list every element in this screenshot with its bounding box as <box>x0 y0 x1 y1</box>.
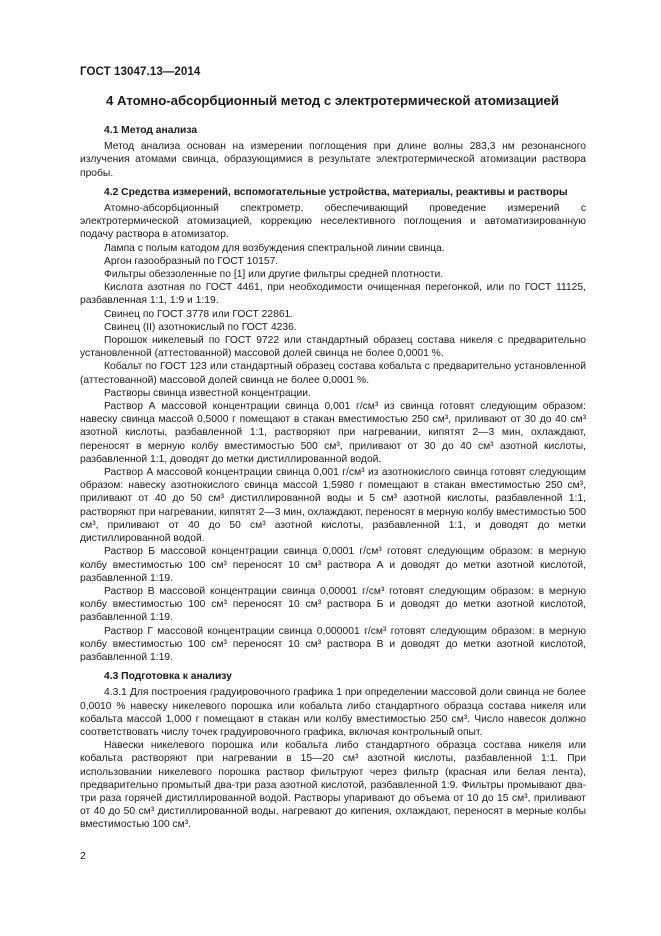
paragraph: Аргон газообразный по ГОСТ 10157. <box>104 255 279 267</box>
paragraph: Метод анализа основан на измерении поглощения при длине волны 283,3 нм резонансного излучения атомами свинца, образующимися в результате электротермической атомизации раствора пробы. <box>80 141 586 179</box>
paragraph: Раствор А массовой концентрации свинца 0,001 г/см³ из свинца готовят следующим образом: навеску свинца массой 0,5000 г помещают в стакан вместимостью 250 см³, приливают от 30 до 40 см³ азотной кислоты, разбавленной 1:1, растворяют при нагревании, кипятят 2—3 мин, охлаждают, переносят в мерную колбу вместимостью 500 см³, приливают от 30 до 40 см³ азотной кислоты, разбавленной 1:1, доводят до метки дистиллированной водой. <box>80 401 586 465</box>
paragraph: Растворы свинца известной концентрации. <box>104 387 311 399</box>
paragraph: 4.3.1 Для построения градуировочного графика 1 при определении массовой доли свинца не более 0,0010 % навеску никелевого порошка или кобальта либо стандартного образца состава никеля или кобальта массой 1,000 г помещают в стакан или колбу вместимостью 250 см³. Число навесок должно соответствовать числу точек градуировочного графика, включая контрольный опыт. <box>80 687 586 738</box>
paragraph: Свинец (II) азотнокислый по ГОСТ 4236. <box>104 321 297 333</box>
section-title: 4 Атомно-абсорбционный метод с электротермической атомизацией <box>106 93 559 108</box>
subsection-heading-4-1: 4.1 Метод анализа <box>104 125 198 136</box>
paragraph: Навески никелевого порошка или кобальта либо стандартного образца состава никеля или кобальта растворяют при нагревании в 15—20 см³ азотной кислоты, разбавленной 1:1. При использовании никелевого порошка раствор фильтруют через фильтр (красная или белая лента), предварительно промытый два-три раза азотной кислотой, разбавленной 1:9. Фильтры промывают два-три раза горячей дистиллированной водой. Растворы упаривают до объема от 10 до 15 см³, приливают от 40 до 50 см³ дистиллированной воды, нагревают до кипения, охлаждают, переносят в мерные колбы вместимостью 100 см³. <box>80 740 586 831</box>
document-header: ГОСТ 13047.13—2014 <box>80 66 201 78</box>
paragraph: Раствор Б массовой концентрации свинца 0,0001 г/см³ готовят следующим образом: в мерную колбу вместимостью 100 см³ переносят 10 см³ раствора А и доводят до метки азотной кислотой, разбавленной 1:19. <box>80 546 586 584</box>
paragraph: Порошок никелевый по ГОСТ 9722 или стандартный образец состава никеля с предварительно установленной (аттестованной) массовой долей свинца не более 0,0001 %. <box>80 335 586 360</box>
paragraph: Кислота азотная по ГОСТ 4461, при необходимости очищенная перегонкой, или по ГОСТ 11125, разбавленная 1:1, 1:9 и 1:19. <box>80 282 586 307</box>
paragraph: Раствор В массовой концентрации свинца 0,00001 г/см³ готовят следующим образом: в мерную колбу вместимостью 100 см³ переносят 10 см³ раствора Б и доводят до метки азотной кислотой, разбавленной 1:19. <box>80 585 586 624</box>
paragraph: Раствор Г массовой концентрации свинца 0,000001 г/см³ готовят следующим образом: в мерную колбу вместимостью 100 см³ переносят 10 см³ раствора В и доводят до метки азотной кислотой, разбавленной 1:19. <box>80 625 586 663</box>
paragraph: Атомно-абсорбционный спектрометр, обеспечивающий проведение измерений с электротермической атомизацией, коррекцию неселективного поглощения и автоматизированную подачу раствора в атомизатор. <box>80 203 586 241</box>
paragraph: Лампа с полым катодом для возбуждения спектральной линии свинца. <box>104 242 445 254</box>
subsection-heading-4-3: 4.3 Подготовка к анализу <box>104 671 232 683</box>
paragraph: Фильтры обеззоленные по [1] или другие фильтры средней плотности. <box>104 269 444 281</box>
document-body <box>80 124 586 832</box>
page-number: 2 <box>80 850 86 862</box>
paragraph: Свинец по ГОСТ 3778 или ГОСТ 22861. <box>104 308 294 320</box>
paragraph: Раствор А массовой концентрации свинца 0,001 г/см³ из азотнокислого свинца готовят следующим образом: навеску азотнокислого свинца массой 1,5980 г помещают в стакан вместимостью 250 см³, приливают от 40 до 50 см³ дистиллированной воды и 5 см³ азотной кислоты, разбавленной 1:1, растворяют при нагревании, кипятят 2—3 мин, охлаждают, переносят в мерную колбу вместимостью 500 см³, приливают от 40 до 50 см³ азотной кислоты, разбавленной 1:1, и доводят до метки дистиллированной водой. <box>80 467 586 545</box>
paragraph: Кобальт по ГОСТ 123 или стандартный образец состава кобальта с предварительно установленной (аттестованной) массовой долей свинца не более 0,0001 %. <box>80 361 586 386</box>
subsection-heading-4-2: 4.2 Средства измерений, вспомогательные устройства, материалы, реактивы и растворы <box>104 186 568 198</box>
